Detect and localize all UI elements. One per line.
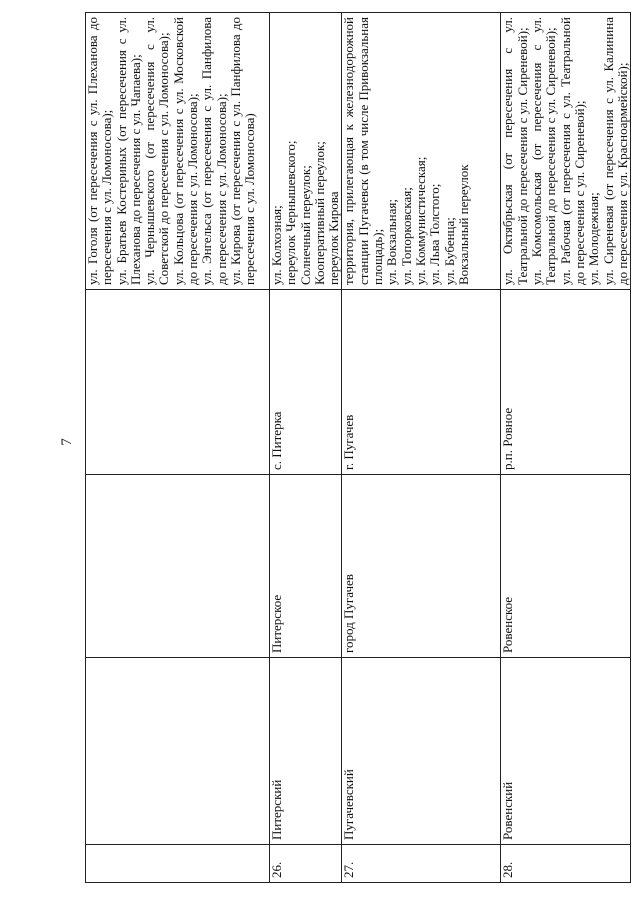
rotated-table-wrapper	[85, 13, 630, 883]
street-entry: Солнечный переулок;	[297, 165, 313, 285]
street-entry: ул. Вокзальная;	[384, 199, 400, 285]
street-entry: ул. Льва Толстого;	[427, 183, 443, 285]
street-entry: ул. Комсомольская (от пересечения с ул. Театральной до пересечения с ул. Сиреневой);	[529, 17, 559, 285]
street-entry: Вокзальный переулок	[455, 164, 471, 285]
streets-cell	[342, 13, 501, 290]
street-entry: ул. Чернышевского (от пересечения с ул. Советской до пересечения с ул. Ломоносова);	[142, 17, 172, 285]
street-entry: ул. Колхозная;	[269, 205, 284, 285]
street-entry: территория, прилегающая к железнодорожной станции Пугачевск (в том числе Привокзальная площадь);	[341, 17, 386, 285]
district-cell	[86, 658, 270, 845]
street-entry: Кооперативный переулок;	[311, 141, 327, 285]
table-row	[86, 13, 270, 883]
municipality-cell: Питерское	[270, 475, 342, 658]
page-number: 7	[59, 438, 75, 446]
street-entry: ул. Октябрьская (от пересечения с ул. Театральной до пересечения с ул. Сиреневой);	[500, 17, 530, 285]
row-number	[86, 845, 270, 883]
street-entry: ул. Братьев Костериных (от пересечения с ул. Плеханова до пересечения с ул. Чапаева);	[113, 17, 143, 285]
street-entry: ул. Коммунистическая;	[412, 156, 428, 285]
municipality-cell	[86, 475, 270, 658]
street-entry: ул. Бубенца;	[441, 217, 457, 285]
table-row	[501, 13, 631, 883]
row-number: 27.	[342, 845, 501, 883]
municipality-cell: город Пугачев	[342, 475, 501, 658]
streets-cell	[501, 13, 631, 290]
street-entry: ул. Гоголя (от пересечения с ул. Плеханова до пересечения с ул. Ломоносова);	[85, 17, 115, 285]
settlement-cell: р.п. Ровное	[501, 290, 631, 475]
municipality-cell: Ровенское	[501, 475, 631, 658]
settlement-cell: г. Пугачев	[342, 290, 501, 475]
street-entry: ул. Кольцова (от пересечения с ул. Московской до пересечения с ул. Ломоносова);	[170, 17, 201, 285]
streets-cell	[270, 13, 342, 290]
street-entry: ул. Энгельса (от пересечения с ул. Панфилова до пересечения с ул. Ломоносова);	[199, 17, 229, 285]
streets-table	[85, 12, 631, 883]
settlement-cell	[86, 290, 270, 475]
settlement-cell: с. Питерка	[270, 290, 342, 475]
district-cell: Питерский	[270, 658, 342, 845]
street-entry: ул. Рабочая (от пересечения с ул. Театральной до пересечения с ул. Сиреневой);	[557, 17, 587, 285]
street-entry: ул. Кирова (от пересечения с ул. Панфилова до пересечения с ул. Ломоносова)	[227, 17, 258, 285]
table-row	[342, 13, 501, 883]
district-cell: Ровенский	[501, 658, 631, 845]
street-entry: переулок Чернышевского;	[283, 140, 299, 285]
table-row	[270, 13, 342, 883]
street-entry: ул. Сиреневая (от пересечения с ул. Калинина до пересечения с ул. Красноармейской);	[600, 17, 630, 285]
street-entry: ул. Топорковская;	[398, 187, 414, 285]
street-entry: переулок Кирова	[326, 191, 342, 285]
street-entry: ул. Молодежная;	[586, 192, 602, 285]
row-number: 26.	[270, 845, 342, 883]
row-number: 28.	[501, 845, 631, 883]
district-cell: Пугачевский	[342, 658, 501, 845]
streets-cell	[86, 13, 270, 290]
